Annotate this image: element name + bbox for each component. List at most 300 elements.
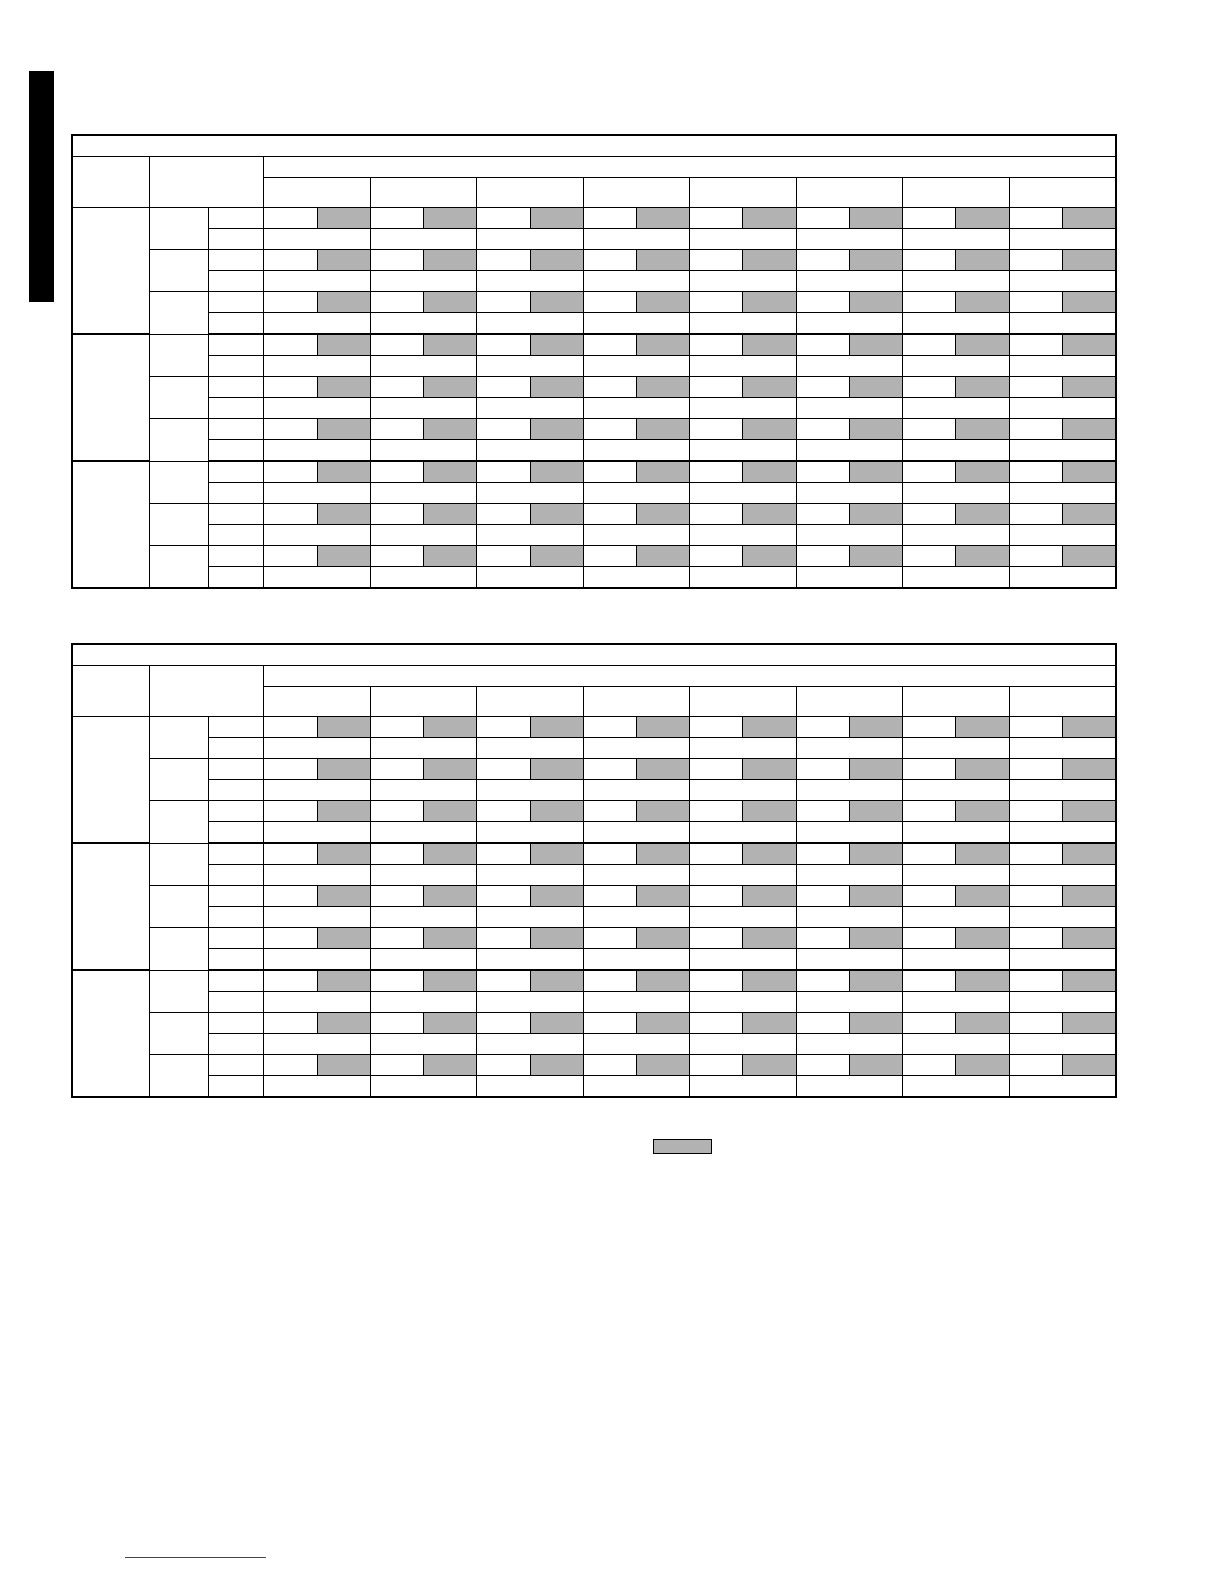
data-cell — [264, 717, 317, 738]
row-type-label — [209, 419, 264, 440]
row-type-label — [209, 208, 264, 229]
data-cell — [477, 419, 530, 440]
data-cell — [690, 865, 796, 886]
shaded-data-cell — [1062, 334, 1116, 356]
row-type-label — [209, 292, 264, 313]
row-type-label — [209, 356, 264, 377]
data-cell — [903, 377, 956, 398]
data-cell — [583, 525, 689, 546]
shaded-data-cell — [530, 419, 583, 440]
data-cell — [903, 738, 1009, 759]
subgroup-label — [149, 334, 208, 377]
data-cell — [477, 292, 530, 313]
shaded-data-cell — [317, 717, 370, 738]
data-cell — [370, 440, 476, 462]
data-cell — [583, 1076, 689, 1098]
data-cell — [796, 1034, 902, 1055]
shaded-data-cell — [1062, 546, 1116, 567]
shaded-data-cell — [637, 504, 690, 525]
data-cell — [370, 738, 476, 759]
data-cell — [690, 250, 743, 271]
shaded-data-cell — [637, 759, 690, 780]
shaded-data-cell — [637, 843, 690, 865]
data-cell — [477, 822, 583, 844]
data-cell — [583, 271, 689, 292]
data-cell — [370, 801, 423, 822]
data-cell — [796, 1013, 849, 1034]
data-cell — [477, 1013, 530, 1034]
data-cell — [370, 1034, 476, 1055]
table-row — [72, 992, 1116, 1013]
shaded-data-cell — [849, 250, 902, 271]
data-cell — [477, 1034, 583, 1055]
data-cell — [796, 208, 849, 229]
shaded-data-cell — [424, 717, 477, 738]
table-row — [72, 780, 1116, 801]
data-cell — [264, 525, 370, 546]
shaded-data-cell — [317, 928, 370, 949]
data-cell — [796, 356, 902, 377]
shaded-data-cell — [1062, 843, 1116, 865]
table-title — [72, 644, 1116, 666]
data-cell — [583, 970, 636, 992]
table-row — [72, 461, 1116, 483]
subgroup-label — [149, 208, 208, 250]
data-cell — [477, 780, 583, 801]
table-row — [72, 377, 1116, 398]
section-tab — [29, 71, 54, 302]
table-row — [72, 440, 1116, 462]
data-cell — [903, 504, 956, 525]
shaded-data-cell — [743, 250, 796, 271]
data-cell — [370, 717, 423, 738]
shaded-data-cell — [637, 717, 690, 738]
shaded-data-cell — [530, 377, 583, 398]
shaded-data-cell — [743, 1013, 796, 1034]
subgroup-label — [149, 419, 208, 462]
shaded-data-cell — [317, 504, 370, 525]
subgroup-label — [149, 843, 208, 886]
data-cell — [796, 992, 902, 1013]
shaded-data-cell — [317, 334, 370, 356]
column-header — [583, 687, 689, 717]
data-cell — [264, 970, 317, 992]
row-type-label — [209, 229, 264, 250]
column-header — [264, 687, 370, 717]
shaded-data-cell — [849, 928, 902, 949]
table-row — [72, 1076, 1116, 1098]
data-cell — [903, 1076, 1009, 1098]
group-label — [72, 461, 149, 588]
shaded-data-cell — [849, 208, 902, 229]
data-cell — [796, 567, 902, 589]
data-cell — [370, 780, 476, 801]
data-cell — [796, 292, 849, 313]
data-cell — [583, 398, 689, 419]
data-cell — [796, 843, 849, 865]
data-cell — [903, 907, 1009, 928]
data-cell — [796, 822, 902, 844]
shaded-data-cell — [849, 886, 902, 907]
shaded-data-cell — [849, 292, 902, 313]
data-cell — [370, 377, 423, 398]
data-cell — [583, 334, 636, 356]
column-header — [477, 178, 583, 208]
shaded-data-cell — [849, 843, 902, 865]
shaded-data-cell — [424, 970, 477, 992]
column-header — [1009, 687, 1116, 717]
capacity-header — [264, 157, 1116, 178]
row-type-label — [209, 461, 264, 483]
data-cell — [370, 229, 476, 250]
data-cell — [477, 271, 583, 292]
shaded-data-cell — [1062, 759, 1116, 780]
data-cell — [690, 567, 796, 589]
data-cell — [477, 504, 530, 525]
subgroup-label — [149, 292, 208, 335]
condition-header — [72, 666, 149, 717]
shaded-data-cell — [424, 886, 477, 907]
table-row — [72, 356, 1116, 377]
data-cell — [264, 567, 370, 589]
data-cell — [796, 886, 849, 907]
shaded-data-cell — [849, 1013, 902, 1034]
row-type-label — [209, 440, 264, 462]
data-cell — [796, 313, 902, 335]
data-cell — [370, 546, 423, 567]
data-cell — [264, 1013, 317, 1034]
data-cell — [796, 334, 849, 356]
data-cell — [796, 759, 849, 780]
data-cell — [583, 483, 689, 504]
data-cell — [690, 334, 743, 356]
shaded-data-cell — [956, 461, 1009, 483]
shaded-data-cell — [637, 546, 690, 567]
shaded-data-cell — [743, 801, 796, 822]
shaded-data-cell — [1062, 461, 1116, 483]
shaded-data-cell — [1062, 250, 1116, 271]
shaded-data-cell — [849, 801, 902, 822]
shaded-data-cell — [743, 928, 796, 949]
data-cell — [583, 356, 689, 377]
data-cell — [477, 928, 530, 949]
subgroup-label — [149, 928, 208, 971]
data-cell — [690, 886, 743, 907]
data-cell — [264, 738, 370, 759]
data-cell — [690, 461, 743, 483]
data-cell — [370, 461, 423, 483]
data-cell — [690, 738, 796, 759]
row-type-label — [209, 1034, 264, 1055]
data-cell — [583, 992, 689, 1013]
data-cell — [583, 546, 636, 567]
row-type-label — [209, 567, 264, 589]
shaded-data-cell — [317, 1013, 370, 1034]
data-cell — [264, 822, 370, 844]
data-cell — [583, 843, 636, 865]
data-cell — [1009, 567, 1116, 589]
data-cell — [477, 886, 530, 907]
shaded-data-cell — [849, 759, 902, 780]
data-cell — [690, 229, 796, 250]
data-cell — [477, 250, 530, 271]
data-cell — [583, 822, 689, 844]
shaded-data-cell — [424, 419, 477, 440]
data-cell — [796, 801, 849, 822]
shaded-data-cell — [530, 546, 583, 567]
data-cell — [583, 229, 689, 250]
data-cell — [477, 229, 583, 250]
data-cell — [477, 440, 583, 462]
data-cell — [583, 759, 636, 780]
shaded-data-cell — [637, 250, 690, 271]
data-cell — [903, 567, 1009, 589]
data-cell — [477, 717, 530, 738]
data-cell — [1009, 928, 1062, 949]
data-cell — [690, 717, 743, 738]
data-cell — [1009, 865, 1116, 886]
data-cell — [583, 801, 636, 822]
column-header — [583, 178, 689, 208]
data-cell — [690, 992, 796, 1013]
data-cell — [1009, 1034, 1116, 1055]
shaded-data-cell — [530, 759, 583, 780]
data-cell — [264, 1076, 370, 1098]
data-cell — [264, 208, 317, 229]
data-cell — [264, 546, 317, 567]
group-label — [72, 334, 149, 461]
shaded-data-cell — [637, 377, 690, 398]
shaded-data-cell — [530, 334, 583, 356]
data-cell — [903, 419, 956, 440]
data-cell — [903, 717, 956, 738]
data-cell — [264, 398, 370, 419]
data-cell — [690, 843, 743, 865]
data-cell — [903, 970, 956, 992]
data-cell — [690, 822, 796, 844]
data-cell — [903, 928, 956, 949]
data-cell — [370, 208, 423, 229]
data-cell — [583, 313, 689, 335]
data-cell — [370, 356, 476, 377]
data-cell — [796, 250, 849, 271]
data-cell — [477, 992, 583, 1013]
shaded-data-cell — [743, 1055, 796, 1076]
data-cell — [796, 377, 849, 398]
row-type-label — [209, 865, 264, 886]
data-cell — [1009, 208, 1062, 229]
shaded-data-cell — [849, 970, 902, 992]
data-cell — [690, 483, 796, 504]
data-cell — [796, 398, 902, 419]
data-cell — [903, 208, 956, 229]
data-cell — [796, 907, 902, 928]
shaded-data-cell — [637, 970, 690, 992]
row-type-label — [209, 1013, 264, 1034]
data-cell — [1009, 271, 1116, 292]
row-type-label — [209, 377, 264, 398]
capacity-stub-header — [149, 157, 264, 208]
data-cell — [1009, 1055, 1062, 1076]
shaded-data-cell — [637, 419, 690, 440]
shaded-data-cell — [743, 208, 796, 229]
data-cell — [903, 356, 1009, 377]
row-type-label — [209, 738, 264, 759]
shaded-data-cell — [424, 801, 477, 822]
data-cell — [264, 377, 317, 398]
data-cell — [1009, 419, 1062, 440]
shaded-data-cell — [743, 886, 796, 907]
subgroup-label — [149, 377, 208, 419]
data-cell — [583, 738, 689, 759]
data-cell — [690, 525, 796, 546]
shaded-data-cell — [956, 801, 1009, 822]
data-cell — [583, 461, 636, 483]
data-cell — [477, 483, 583, 504]
data-cell — [1009, 313, 1116, 335]
shaded-data-cell — [956, 843, 1009, 865]
data-cell — [583, 567, 689, 589]
data-cell — [477, 1076, 583, 1098]
shaded-data-cell — [956, 377, 1009, 398]
data-cell — [903, 992, 1009, 1013]
data-cell — [903, 949, 1009, 971]
data-cell — [796, 546, 849, 567]
data-cell — [796, 461, 849, 483]
table-row — [72, 907, 1116, 928]
row-type-label — [209, 970, 264, 992]
data-cell — [477, 377, 530, 398]
shaded-data-cell — [637, 292, 690, 313]
shaded-data-cell — [743, 504, 796, 525]
shaded-data-cell — [424, 759, 477, 780]
shaded-data-cell — [530, 461, 583, 483]
table-title — [72, 135, 1116, 157]
data-cell — [903, 759, 956, 780]
shaded-data-cell — [956, 928, 1009, 949]
data-cell — [1009, 822, 1116, 844]
row-type-label — [209, 398, 264, 419]
data-cell — [264, 440, 370, 462]
data-cell — [903, 483, 1009, 504]
data-cell — [796, 949, 902, 971]
row-type-label — [209, 992, 264, 1013]
shaded-cell-legend-swatch — [653, 1139, 712, 1154]
data-cell — [796, 970, 849, 992]
subgroup-label — [149, 250, 208, 292]
row-type-label — [209, 886, 264, 907]
data-cell — [264, 461, 317, 483]
data-cell — [903, 229, 1009, 250]
column-header — [370, 687, 476, 717]
footer-rule — [125, 1557, 266, 1558]
data-cell — [690, 504, 743, 525]
shaded-data-cell — [743, 334, 796, 356]
data-cell — [264, 271, 370, 292]
data-cell — [690, 546, 743, 567]
shaded-data-cell — [317, 546, 370, 567]
shaded-data-cell — [424, 461, 477, 483]
data-cell — [690, 208, 743, 229]
shaded-data-cell — [637, 1055, 690, 1076]
shaded-data-cell — [424, 1013, 477, 1034]
shaded-data-cell — [424, 250, 477, 271]
data-cell — [583, 907, 689, 928]
data-cell — [796, 865, 902, 886]
data-cell — [1009, 546, 1062, 567]
shaded-data-cell — [317, 843, 370, 865]
shaded-data-cell — [956, 717, 1009, 738]
capacity-stub-header — [149, 666, 264, 717]
column-header — [796, 687, 902, 717]
data-cell — [370, 865, 476, 886]
data-cell — [1009, 483, 1116, 504]
data-cell — [370, 504, 423, 525]
group-label — [72, 208, 149, 335]
data-cell — [796, 738, 902, 759]
data-cell — [583, 377, 636, 398]
data-cell — [264, 843, 317, 865]
shaded-data-cell — [1062, 292, 1116, 313]
shaded-data-cell — [424, 208, 477, 229]
shaded-data-cell — [317, 1055, 370, 1076]
table-row — [72, 229, 1116, 250]
shaded-data-cell — [849, 546, 902, 567]
table-row — [72, 843, 1116, 865]
row-type-label — [209, 1055, 264, 1076]
data-cell — [477, 356, 583, 377]
data-cell — [477, 970, 530, 992]
shaded-data-cell — [424, 843, 477, 865]
subgroup-label — [149, 1013, 208, 1055]
data-cell — [1009, 949, 1116, 971]
data-cell — [477, 546, 530, 567]
row-type-label — [209, 717, 264, 738]
data-cell — [1009, 843, 1062, 865]
shaded-data-cell — [530, 1055, 583, 1076]
table-row — [72, 1013, 1116, 1034]
data-cell — [477, 313, 583, 335]
table-row — [72, 886, 1116, 907]
data-cell — [903, 461, 956, 483]
shaded-data-cell — [1062, 886, 1116, 907]
table-row — [72, 949, 1116, 971]
data-cell — [264, 292, 317, 313]
shaded-data-cell — [1062, 1013, 1116, 1034]
table-row — [72, 1055, 1116, 1076]
data-cell — [1009, 292, 1062, 313]
shaded-data-cell — [317, 970, 370, 992]
shaded-data-cell — [637, 334, 690, 356]
shaded-data-cell — [637, 886, 690, 907]
shaded-data-cell — [956, 886, 1009, 907]
data-cell — [264, 313, 370, 335]
data-cell — [583, 208, 636, 229]
data-cell — [477, 398, 583, 419]
row-type-label — [209, 907, 264, 928]
data-cell — [583, 1034, 689, 1055]
shaded-data-cell — [1062, 377, 1116, 398]
shaded-data-cell — [637, 801, 690, 822]
data-cell — [370, 822, 476, 844]
data-cell — [903, 546, 956, 567]
data-cell — [690, 271, 796, 292]
data-cell — [370, 419, 423, 440]
table-row — [72, 717, 1116, 738]
data-cell — [1009, 970, 1062, 992]
data-cell — [796, 504, 849, 525]
shaded-data-cell — [317, 292, 370, 313]
